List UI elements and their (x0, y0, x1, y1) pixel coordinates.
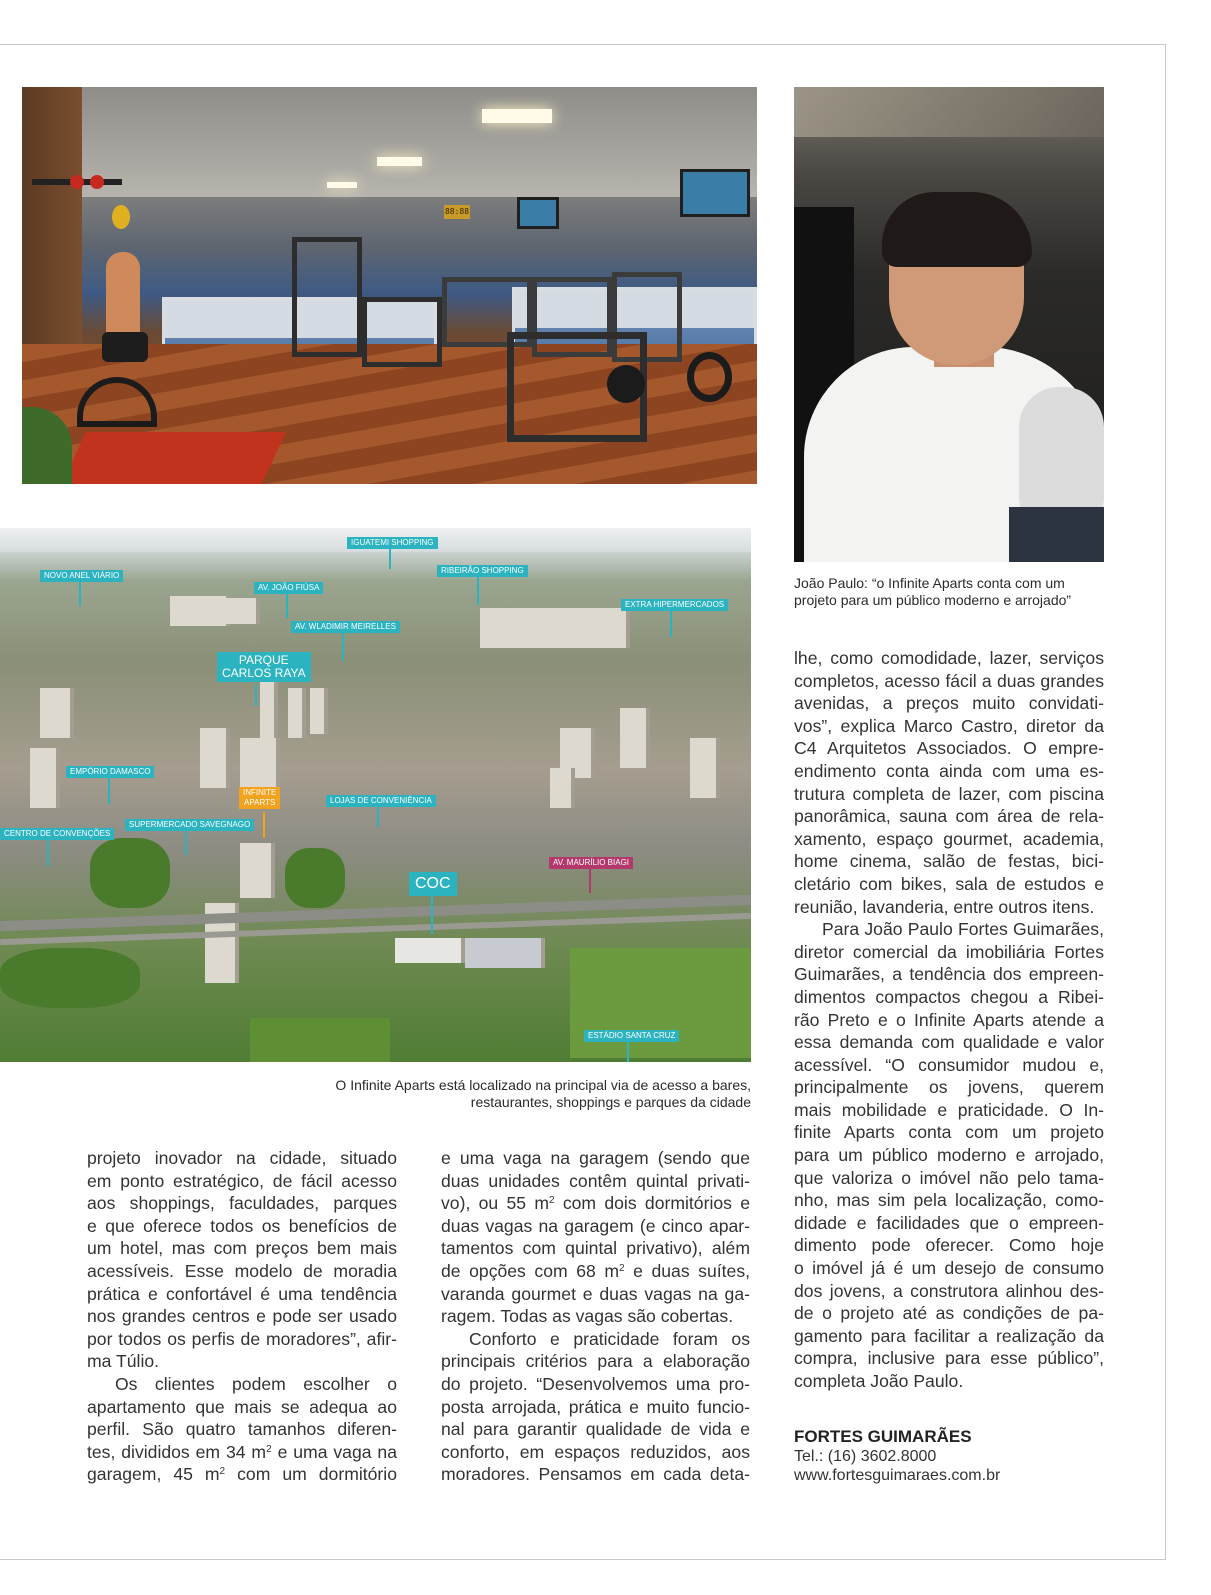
text-fragment: e duas suítes, (633, 1260, 750, 1281)
article-column-3 (794, 647, 1104, 1393)
text-line: nho, mas sim pela localização, como- (794, 1190, 1104, 1211)
text-line: prática e confortável é uma tendência (87, 1283, 397, 1304)
text-line: o imóvel já é um desejo de consumo (794, 1258, 1104, 1279)
map-pin (342, 633, 344, 661)
map-label-emporio: EMPÓRIO DAMASCO (66, 766, 154, 778)
weight-plate (607, 365, 645, 403)
superscript: 2 (219, 1466, 226, 1478)
building (200, 728, 230, 788)
text-line: vos”, explica Marco Castro, diretor da (794, 715, 1104, 736)
text-line: Para João Paulo Fortes Guimarães, (822, 919, 1104, 940)
map-pin (47, 840, 49, 866)
text-line: acessíveis. Esse modelo de moradia (87, 1260, 397, 1281)
text-line: reunião, lavanderia, entre outros itens. (794, 896, 1095, 917)
portrait-caption-line: João Paulo: “o Infinite Aparts conta com um (794, 575, 1065, 591)
text-line: diretor comercial da imobiliária Fortes (794, 941, 1104, 962)
text-line: cletário com bikes, sala de estudos e (794, 873, 1104, 894)
map-label-estadio: ESTÁDIO SANTA CRUZ (584, 1030, 679, 1042)
company-phone: Tel.: (16) 3602.8000 (794, 1448, 937, 1465)
text-line: dimentos compactos chegou a Ribei- (794, 986, 1104, 1007)
text-line (441, 1260, 750, 1283)
text-line: lhe, como comodidade, lazer, serviços (794, 648, 1104, 668)
building (550, 768, 575, 808)
building (480, 608, 630, 648)
green-area (90, 838, 170, 908)
text-line: duas vagas na garagem (e cinco apar- (441, 1215, 750, 1236)
company-name: FORTES GUIMARÃES (794, 1427, 972, 1446)
map-label-extra: EXTRA HIPERMERCADOS (621, 599, 728, 611)
building (240, 843, 275, 898)
map-pin (108, 778, 110, 804)
building (310, 688, 328, 734)
map-pin (477, 577, 479, 605)
map-label-mauricio: AV. MAURÍLIO BIAGI (549, 857, 633, 869)
infinite-line: APARTS (244, 798, 276, 807)
portrait-caption-line: projeto para um público moderno e arrojado” (794, 592, 1072, 608)
text-line: principais critérios para a elaboração (441, 1351, 750, 1372)
field (250, 1018, 390, 1062)
map-label-wladimir: AV. WLADIMIR MEIRELLES (291, 621, 400, 633)
green-area (285, 848, 345, 908)
map-label-joao-fiusa: AV. JOÃO FIÚSA (254, 582, 323, 594)
text-fragment: vo), ou 55 m (441, 1193, 549, 1214)
text-line: e que oferece todos os benefícios de (87, 1215, 397, 1236)
text-line: compra, inclusive para esse público”, (794, 1348, 1104, 1369)
text-line: essa demanda com qualidade e valor (794, 1032, 1104, 1053)
gym-photo (22, 87, 757, 484)
text-line: completa João Paulo. (794, 1371, 964, 1391)
map-pin (389, 549, 391, 569)
text-line: tamentos com quintal privativo), além (441, 1238, 750, 1259)
map-pin (377, 807, 379, 827)
text-line: mais mobilidade e praticidade. O In- (794, 1099, 1104, 1120)
text-fragment: garagem, 45 m (87, 1464, 220, 1485)
text-line: moradores. Pensamos em cada deta- (441, 1464, 750, 1485)
map-pin (286, 594, 288, 618)
map-pin (255, 684, 257, 706)
text-line: principalmente os jovens, querem (794, 1077, 1104, 1098)
text-line: Os clientes podem escolher o (115, 1373, 397, 1394)
text-line: do projeto. “Desenvolvemos uma pro- (441, 1373, 750, 1394)
map-pin (263, 812, 265, 838)
text-line: acessível. “O consumidor mudou e, (794, 1054, 1104, 1075)
medicine-ball (90, 175, 104, 189)
text-line: home cinema, salão de festas, bici- (794, 851, 1104, 872)
map-pin (589, 869, 591, 893)
text-line: endimento conta ainda com uma es- (794, 760, 1104, 781)
building (220, 598, 260, 624)
text-line: avenidas, a preços muito convidati- (794, 693, 1104, 714)
text-line: projeto inovador na cidade, situado (87, 1148, 397, 1168)
text-line: de o projeto até as condições de pa- (794, 1303, 1104, 1324)
text-line: C4 Arquitetos Associados. O empre- (794, 738, 1104, 759)
tv-screen (517, 197, 559, 229)
text-line: perfil. São quatro tamanhos diferen- (87, 1419, 397, 1440)
medicine-ball (70, 175, 84, 189)
tv-screen (680, 169, 750, 217)
superscript: 2 (266, 1443, 272, 1455)
text-line: por todos os perfis de moradores”, afir- (87, 1328, 397, 1349)
text-line: duas unidades contêm quintal privati- (441, 1170, 750, 1191)
superscript: 2 (548, 1195, 555, 1207)
text-fragment: e uma vaga na (277, 1441, 397, 1462)
leg (1009, 507, 1104, 562)
text-line: em ponto estratégico, de fácil acesso (87, 1170, 397, 1191)
building (288, 688, 306, 738)
map-pin (431, 896, 433, 934)
text-line: Guimarães, a tendência dos empreen- (794, 964, 1104, 985)
map-pin (627, 1042, 629, 1062)
building (260, 678, 278, 738)
map-label-supermercado: SUPERMERCADO SAVEGNAGO (125, 819, 254, 831)
text-line: para um público moderno e arrojado, (794, 1145, 1104, 1166)
portrait-caption (794, 575, 1114, 609)
text-line (87, 1441, 397, 1464)
text-line: dos jovens, a construtora alinhou des- (794, 1280, 1104, 1301)
building (240, 738, 280, 788)
text-line: apartamento que mais se adequa ao (87, 1396, 397, 1417)
text-line: que valoriza o imóvel não pelo tama- (794, 1167, 1104, 1188)
article-column-2 (441, 1147, 750, 1486)
article-column-1 (87, 1147, 397, 1486)
building (465, 938, 545, 968)
text-line: ma Túlio. (87, 1351, 160, 1372)
text-line: didade e facilidades que o empreen- (794, 1212, 1104, 1233)
weight-machine (292, 237, 362, 357)
gym-ceiling (22, 87, 757, 197)
text-line: Conforto e praticidade foram os (469, 1328, 750, 1349)
text-line (441, 1192, 750, 1215)
ceiling-light (377, 157, 422, 166)
infinite-line: INFINITE (243, 788, 277, 797)
text-line: ragem. Todas as vagas são cobertas. (441, 1306, 734, 1327)
background-picture (794, 87, 1104, 137)
wall-clock: 88:88 (444, 205, 470, 219)
text-fragment: com um dormitório (237, 1464, 397, 1485)
text-line: trutura completa de lazer, com piscina (794, 783, 1104, 804)
building (395, 938, 465, 963)
map-label-centro: CENTRO DE CONVENÇÕES (0, 828, 114, 840)
company-website[interactable]: www.fortesguimaraes.com.br (794, 1467, 1001, 1484)
text-line: rão Preto e o Infinite Aparts atende a (794, 1009, 1104, 1030)
text-fragment: de opções com 68 m (441, 1260, 619, 1281)
map-label-lojas: LOJAS DE CONVENIÊNCIA (326, 795, 436, 807)
text-line: gamento para facilitar a realização da (794, 1325, 1104, 1346)
text-fragment: com dois dormitórios e (562, 1193, 751, 1214)
building (30, 748, 60, 808)
ceiling-light (327, 182, 357, 188)
text-line: nos grandes centros e pode ser usado (87, 1306, 397, 1327)
dummy-base (102, 332, 148, 362)
text-line: conforto, em espaços reduzidos, aos (441, 1441, 750, 1462)
map-pin (670, 611, 672, 637)
building (620, 708, 650, 768)
map-pin (185, 831, 187, 855)
text-fragment: tes, divididos em 34 m (87, 1441, 267, 1462)
text-line: completos, acesso fácil a duas grandes (794, 670, 1104, 691)
aerial-caption (270, 1077, 751, 1111)
parque-line: CARLOS RAYA (222, 666, 306, 680)
map-label-iguatemi: IGUATEMI SHOPPING (347, 537, 438, 549)
text-line: xamento, espaço gourmet, academia, (794, 828, 1104, 849)
superscript: 2 (619, 1262, 625, 1274)
contact-block (794, 1427, 1114, 1485)
text-line: panorâmica, sauna com área de rela- (794, 806, 1104, 827)
text-line: e uma vaga na garagem (sendo que (441, 1148, 750, 1168)
text-line: finite Aparts conta com um projeto (794, 1122, 1104, 1143)
parque-line: PARQUE (238, 653, 289, 667)
aerial-caption-line: O Infinite Aparts está localizado na principal via de acesso a bares, (335, 1077, 751, 1093)
text-line (87, 1463, 397, 1486)
portrait-photo (794, 87, 1104, 562)
building (40, 688, 74, 738)
hair (882, 192, 1032, 267)
aerial-city-photo (0, 528, 751, 1062)
exercise-bike (687, 352, 732, 402)
weight-bench (362, 297, 442, 367)
map-label-parque (217, 652, 311, 682)
text-line: dimento pode oferecer. Como hoje (794, 1235, 1104, 1256)
map-label-novo-anel: NOVO ANEL VIÁRIO (40, 570, 123, 582)
text-line: aos shoppings, faculdades, parques (87, 1193, 397, 1214)
text-line: varanda gourmet e duas vagas na ga- (441, 1283, 750, 1304)
text-line: um hotel, mas com preços bem mais (87, 1238, 397, 1259)
speed-bag (112, 205, 130, 229)
building (690, 738, 720, 798)
red-mat (58, 432, 286, 484)
map-label-coc: COC (409, 872, 457, 896)
text-line: posta arrojada, prática e muito funcio- (441, 1396, 750, 1417)
green-area (0, 948, 140, 1008)
text-line: nal para garantir qualidade de vida e (441, 1419, 750, 1440)
aerial-caption-line: restaurantes, shoppings e parques da cidade (470, 1094, 751, 1110)
ceiling-light (482, 109, 552, 123)
map-label-infinite-aparts (239, 787, 280, 809)
map-pin (79, 582, 81, 606)
map-label-ribeirao-shopping: RIBEIRÃO SHOPPING (437, 565, 528, 577)
